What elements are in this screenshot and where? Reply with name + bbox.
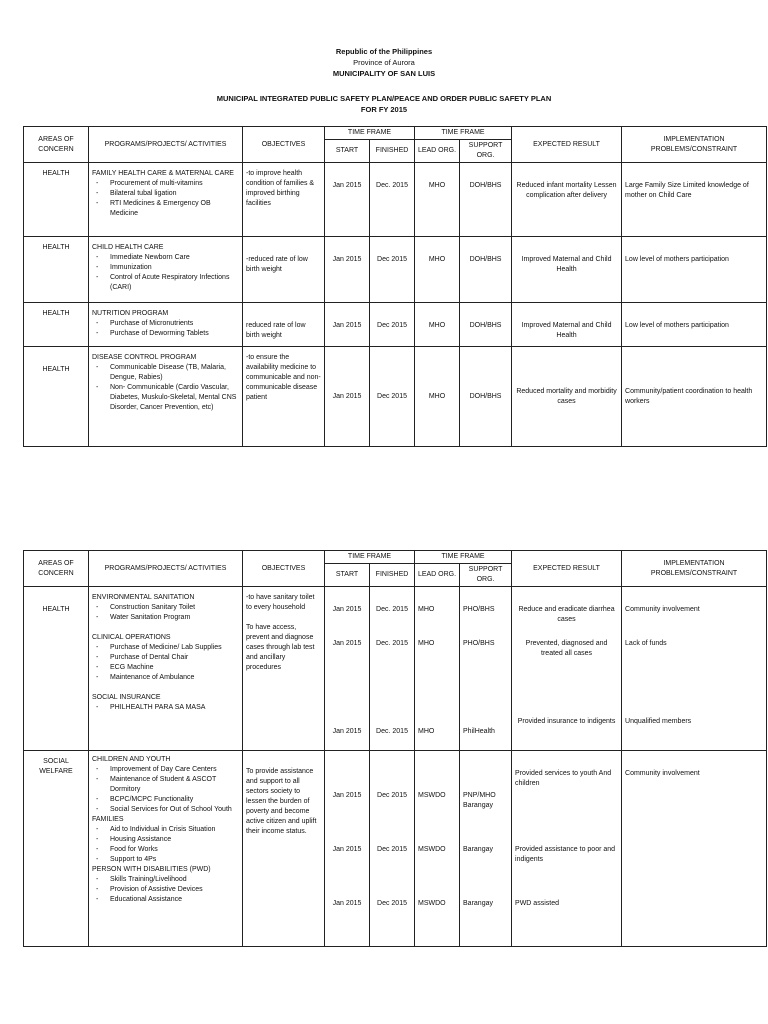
start-text: Jan 2015 [332, 728, 362, 735]
col-problems: IMPLEMENTATION PROBLEMS/CONSTRAINT [622, 127, 767, 163]
program-cell [89, 347, 243, 447]
finished-text: Dec 2015 [377, 846, 407, 853]
col-problems: IMPLEMENTATION PROBLEMS/CONSTRAINT [622, 551, 767, 587]
table-row [24, 237, 767, 303]
list-item: - Water Sanitation Program [110, 613, 239, 623]
lead-cell: MHO [415, 303, 460, 347]
col-time-frame: TIME FRAME [325, 127, 415, 140]
problem-cell: Large Family Size Limited knowledge of mother on Child Care [622, 163, 767, 237]
list-item: - Educational Assistance [110, 895, 239, 905]
col-time-frame-org: TIME FRAME [415, 127, 512, 140]
start-text: Jan 2015 [332, 792, 362, 799]
finished-cell: Dec 2015 [370, 237, 415, 303]
problem-text: Lack of funds [625, 640, 667, 647]
lead-text: MHO [418, 728, 435, 735]
list-item: - Improvement of Day Care Centers [110, 765, 239, 775]
col-lead: LEAD ORG. [415, 140, 460, 163]
problem-cell: Community/patient coordination to health workers [622, 347, 767, 447]
support-text: Barangay [463, 846, 493, 853]
support-cell [460, 587, 512, 751]
program-title: PERSON WITH DISABILITIES (PWD) [92, 866, 211, 873]
list-item: - BCPC/MCPC Functionality [110, 795, 239, 805]
col-objectives: OBJECTIVES [243, 551, 325, 587]
table-row [24, 303, 767, 347]
area-cell: HEALTH [24, 163, 89, 237]
lead-text: MSWDO [418, 846, 446, 853]
list-item: - Bilateral tubal ligation [110, 189, 239, 199]
list-item: - Control of Acute Respiratory Infections (CARI) [110, 273, 239, 293]
problem-cell: Low level of mothers participation [622, 303, 767, 347]
expected-cell: Improved Maternal and Child Health [512, 303, 622, 347]
lead-cell [415, 751, 460, 947]
program-title: DISEASE CONTROL PROGRAM [92, 354, 197, 361]
header-province: Province of Aurora [353, 58, 415, 67]
objective-cell: -to ensure the availability medicine to communicable and non-communicable disease patient [243, 347, 325, 447]
start-cell [325, 587, 370, 751]
col-programs: PROGRAMS/PROJECTS/ ACTIVITIES [89, 551, 243, 587]
program-cell [89, 303, 243, 347]
list-item: - Purchase of Micronutrients [110, 319, 239, 329]
objective-cell: -to improve health condition of families & improved birthing facilities [243, 163, 325, 237]
list-item: - Procurement of multi-vitamins [110, 179, 239, 189]
list-item: - ECG Machine [110, 663, 239, 673]
lead-cell: MHO [415, 347, 460, 447]
start-text: Jan 2015 [332, 640, 362, 647]
expected-cell: Reduced infant mortality Lessen complication after delivery [512, 163, 622, 237]
start-cell [325, 751, 370, 947]
area-cell: HEALTH [24, 237, 89, 303]
list-item: - Non- Communicable (Cardio Vascular, Diabetes, Muskulo-Skeletal, Mental CNS Disorder, Cancer Prevention, etc) [110, 383, 239, 413]
list-item: - RTI Medicines & Emergency OB Medicine [110, 199, 239, 219]
plan-table-2 [23, 550, 767, 947]
col-finished: FINISHED [370, 564, 415, 587]
col-objectives: OBJECTIVES [243, 127, 325, 163]
support-cell: DOH/BHS [460, 163, 512, 237]
problem-text: Unqualified members [625, 718, 692, 725]
objective-text: To have access, prevent and diagnose cases through lab test and ancillary procedures [246, 624, 315, 671]
finished-text: Dec. 2015 [376, 640, 408, 647]
support-text: PHO/BHS [463, 640, 495, 647]
expected-text: Prevented, diagnosed and treated all cases [525, 640, 608, 657]
finished-cell [370, 587, 415, 751]
finished-cell: Dec 2015 [370, 303, 415, 347]
start-cell: Jan 2015 [325, 303, 370, 347]
col-expected: EXPECTED RESULT [512, 551, 622, 587]
support-text: PhilHealth [463, 728, 495, 735]
start-cell: Jan 2015 [325, 347, 370, 447]
program-cell [89, 237, 243, 303]
header-republic: Republic of the Philippines [335, 47, 433, 56]
col-time-frame: TIME FRAME [325, 551, 415, 564]
area-cell: HEALTH [24, 347, 89, 447]
expected-cell [512, 751, 622, 947]
list-item: - Support to 4Ps [110, 855, 239, 865]
program-title: CHILD HEALTH CARE [92, 244, 164, 251]
program-title: FAMILY HEALTH CARE & MATERNAL CARE [92, 170, 234, 177]
area-cell: HEALTH [24, 587, 89, 751]
objective-cell: To provide assistance and support to all sectors society to lessen the burden of poverty and become active citizen and uplift their income status. [243, 751, 325, 947]
list-item: - Immunization [110, 263, 239, 273]
support-text: PNP/MHO Barangay [463, 792, 496, 809]
col-support: SUPPORT ORG. [460, 564, 512, 587]
finished-cell: Dec 2015 [370, 347, 415, 447]
lead-text: MSWDO [418, 900, 446, 907]
objective-cell [243, 587, 325, 751]
expected-cell: Reduced mortality and morbidity cases [512, 347, 622, 447]
support-text: Barangay [463, 900, 493, 907]
col-finished: FINISHED [370, 140, 415, 163]
list-item: - Purchase of Dental Chair [110, 653, 239, 663]
lead-text: MHO [418, 606, 435, 613]
program-title: ENVIRONMENTAL SANITATION [92, 594, 195, 601]
support-cell: DOH/BHS [460, 347, 512, 447]
expected-text: Provided insurance to indigents [517, 718, 616, 725]
list-item: - Skills Training/Livelihood [110, 875, 239, 885]
start-cell: Jan 2015 [325, 163, 370, 237]
program-title: NUTRITION PROGRAM [92, 310, 169, 317]
list-item: - Immediate Newborn Care [110, 253, 239, 263]
list-item: - PHILHEALTH PARA SA MASA [110, 703, 239, 713]
list-item: - Maintenance of Ambulance [110, 673, 239, 683]
expected-text: Provided services to youth And children [515, 770, 612, 787]
support-cell [460, 751, 512, 947]
col-lead: LEAD ORG. [415, 564, 460, 587]
col-areas: AREAS OF CONCERN [24, 551, 89, 587]
program-title: SOCIAL INSURANCE [92, 694, 161, 701]
finished-text: Dec 2015 [377, 900, 407, 907]
list-item: - Purchase of Medicine/ Lab Supplies [110, 643, 239, 653]
finished-text: Dec 2015 [377, 792, 407, 799]
program-cell [89, 751, 243, 947]
list-item: - Aid to Individual in Crisis Situation [110, 825, 239, 835]
col-programs: PROGRAMS/PROJECTS/ ACTIVITIES [89, 127, 243, 163]
start-text: Jan 2015 [332, 846, 362, 853]
support-cell: DOH/BHS [460, 237, 512, 303]
expected-text: PWD assisted [515, 900, 559, 907]
table-row [24, 587, 767, 751]
start-text: Jan 2015 [332, 900, 362, 907]
expected-text: Provided assistance to poor and indigents [515, 846, 616, 863]
col-areas: AREAS OF CONCERN [24, 127, 89, 163]
list-item: - Food for Works [110, 845, 239, 855]
area-cell: SOCIAL WELFARE [24, 751, 89, 947]
objective-text: -to have sanitary toilet to every household [246, 594, 315, 611]
list-item: - Construction Sanitary Toilet [110, 603, 239, 613]
support-cell: DOH/BHS [460, 303, 512, 347]
area-cell: HEALTH [24, 303, 89, 347]
problem-cell: Low level of mothers participation [622, 237, 767, 303]
program-title: CHILDREN AND YOUTH [92, 756, 171, 763]
col-time-frame-org: TIME FRAME [415, 551, 512, 564]
col-expected: EXPECTED RESULT [512, 127, 622, 163]
program-title: FAMILIES [92, 816, 124, 823]
finished-text: Dec. 2015 [376, 728, 408, 735]
document-title: MUNICIPAL INTEGRATED PUBLIC SAFETY PLAN/PEACE AND ORDER PUBLIC SAFETY PLAN [216, 94, 552, 103]
problem-cell [622, 587, 767, 751]
program-title: CLINICAL OPERATIONS [92, 634, 171, 641]
problem-cell: Community involvement [622, 751, 767, 947]
table-row [24, 347, 767, 447]
lead-cell: MHO [415, 163, 460, 237]
finished-cell [370, 751, 415, 947]
problem-text: Community involvement [625, 606, 700, 613]
program-cell [89, 587, 243, 751]
col-start: START [325, 140, 370, 163]
lead-text: MSWDO [418, 792, 446, 799]
finished-cell: Dec. 2015 [370, 163, 415, 237]
list-item: - Communicable Disease (TB, Malaria, Dengue, Rabies) [110, 363, 239, 383]
expected-cell: Improved Maternal and Child Health [512, 237, 622, 303]
finished-text: Dec. 2015 [376, 606, 408, 613]
support-text: PHO/BHS [463, 606, 495, 613]
col-start: START [325, 564, 370, 587]
objective-cell: -reduced rate of low birth weight [243, 237, 325, 303]
plan-table-1 [23, 126, 767, 447]
expected-text: Reduce and eradicate diarrhea cases [518, 606, 615, 623]
list-item: - Housing Assistance [110, 835, 239, 845]
col-support: SUPPORT ORG. [460, 140, 512, 163]
document-subtitle: FOR FY 2015 [360, 105, 408, 114]
header-municipality: MUNICIPALITY OF SAN LUIS [332, 69, 436, 78]
list-item: - Purchase of Deworming Tablets [110, 329, 239, 339]
table-row [24, 163, 767, 237]
list-item: - Maintenance of Student & ASCOT Dormitory [110, 775, 239, 795]
program-cell [89, 163, 243, 237]
lead-cell: MHO [415, 237, 460, 303]
list-item: - Social Services for Out of School Youth [110, 805, 239, 815]
table-row [24, 751, 767, 947]
start-cell: Jan 2015 [325, 237, 370, 303]
objective-cell: reduced rate of low birth weight [243, 303, 325, 347]
lead-cell [415, 587, 460, 751]
list-item: - Provision of Assistive Devices [110, 885, 239, 895]
expected-cell [512, 587, 622, 751]
start-text: Jan 2015 [332, 606, 362, 613]
lead-text: MHO [418, 640, 435, 647]
